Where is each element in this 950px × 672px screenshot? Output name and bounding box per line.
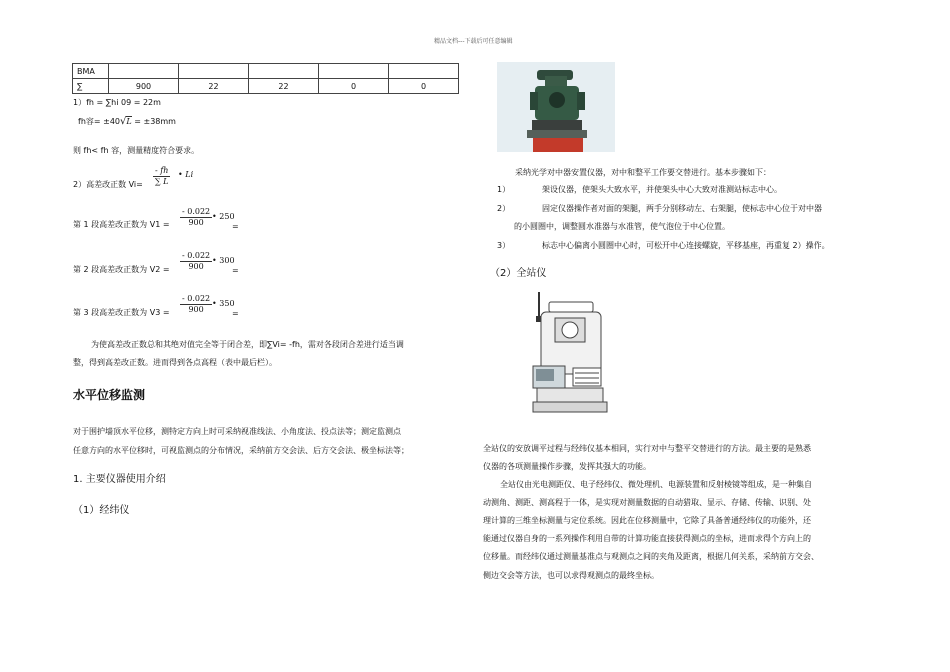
vi-label: 2）高差改正数 Vi= [73,180,143,189]
table-cell [179,64,249,79]
paragraph-line: 整，得到高差改正数。进而得到各点高程（表中最后栏）。 [73,358,277,367]
paragraph-line: 动测角、测距、测高程于一体，是实现对测量数据的自动猎取、显示、存储、传输、识别、处 [483,498,811,507]
paragraph-line: 能通过仪器自身的一系列操作利用自带的计算功能直接获得测点的坐标，进而求得个方向上的 [483,534,811,543]
fraction-numerator: - 0.022 [182,251,211,260]
table-cell [319,64,389,79]
table-cell [249,64,319,79]
vi-fraction [153,166,170,187]
paragraph-line: 侧边交会等方法，也可以求得观测点的最终坐标。 [483,571,659,580]
total-station-icon [527,288,617,420]
v1-label: 第 1 段高差改正数为 V1 = [73,220,170,229]
fraction-denominator: 900 [188,218,204,227]
paragraph-line: 采纳光学对中器安置仪器，对中和整平工作要交替进行。基本步骤如下： [515,168,771,177]
sqrt-arg: L [126,117,132,126]
step-number: 1） [497,185,511,194]
step-text: 标志中心偏离小圆圈中心时，可松开中心连接螺旋，平移基座，再重复 2）操作。 [542,241,830,250]
formula-fh-allow: fh容= ±40√L = ±38mm [78,116,176,127]
paragraph-line: 对于围护墙顶水平位移，测特定方向上时可采纳视准线法、小角度法、投点法等；测定监测点 [73,427,401,436]
total-station-image [527,288,617,420]
formula-fh: 1）fh = ∑hi 09 = 22m [73,98,161,107]
heading-theodolite: （1）经纬仪 [73,505,130,516]
table-cell: 0 [319,79,389,94]
heading-instruments: 1. 主要仪器使用介绍 [73,474,166,485]
fraction-numerator: - 0.022 [182,207,211,216]
table-cell [109,64,179,79]
judge-text: 则 fh< fh 容，测量精度符合要求。 [73,146,200,155]
step-number: 3） [497,241,511,250]
table-cell: 900 [109,79,179,94]
table-row [73,64,459,79]
formula-text: fh容= ±40 [78,117,121,126]
v1-mult: • 250 [212,212,235,221]
paragraph-line: 为使高差改正数总和其绝对值完全等于闭合差，即∑Vi= -fh，需对各段闭合差进行适当调 [91,340,404,349]
v3-mult: • 350 [212,299,235,308]
table-cell: 22 [179,79,249,94]
vi-tail: • Li [178,170,194,179]
heading-total-station: （2）全站仪 [490,268,547,279]
header-note: 精品文档---下载后可任意编辑 [434,38,513,45]
theodolite-photo [497,62,615,152]
v2-fraction [180,251,212,272]
table-cell: ∑ [73,79,109,94]
table-cell: 22 [249,79,319,94]
theodolite-icon [497,62,615,152]
v3-fraction [180,294,212,315]
paragraph-line: 任意方向的水平位移时，可视监测点的分布情况，采纳前方交会法、后方交会法、极坐标法等； [73,446,409,455]
paragraph-line: 理计算的三维坐标测量与定位系统。因此在位移测量中，它除了具备普通经纬仪的功能外，还 [483,516,811,525]
paragraph [91,336,404,354]
paragraph-line: 全站仪的安放调平过程与经纬仪基本相同，实行对中与整平交替进行的方法。最主要的是熟悉 [483,444,811,453]
step-number: 2） [497,204,511,213]
table-cell: 0 [389,79,459,94]
v3-label: 第 3 段高差改正数为 V3 = [73,308,170,317]
fraction-denominator: 900 [188,305,204,314]
step-text: 架设仪器，使架头大致水平，并使架头中心大致对准测站标志中心。 [542,185,782,194]
fraction-denominator: 900 [188,262,204,271]
bma-table [72,63,459,94]
step-text: 固定仪器操作者对面的架腿，两手分别移动左、右架腿，使标志中心位于对中器 [542,204,822,213]
table-cell [389,64,459,79]
table-cell: BMA [73,64,109,79]
v2-mult: • 300 [212,256,235,265]
v2-label: 第 2 段高差改正数为 V2 = [73,265,170,274]
paragraph-line: 位移量。而经纬仪通过测量基准点与观测点之间的夹角及距离，根据几何关系，采纳前方交会、 [483,552,819,561]
step-text: 的小圆圈中，调整圆水准器与水准管，使气泡位于中心位置。 [514,222,730,231]
eq-sign: = [232,222,239,231]
paragraph-line: 全站仪由光电测距仪、电子经纬仪、微处理机、电源装置和反射棱镜等组成，是一种集自 [500,480,812,489]
formula-text: = ±38mm [134,117,176,126]
fraction-denominator: ∑ L [154,177,169,186]
eq-sign: = [232,309,239,318]
eq-sign: = [232,266,239,275]
fraction-numerator: - 0.022 [182,294,211,303]
v1-fraction [180,207,212,228]
fraction-numerator: - fh [155,166,169,175]
section-title: 水平位移监测 [73,388,146,402]
paragraph-line: 仪器的各项测量操作步骤，发挥其强大的功能。 [483,462,651,471]
table-row [73,79,459,94]
